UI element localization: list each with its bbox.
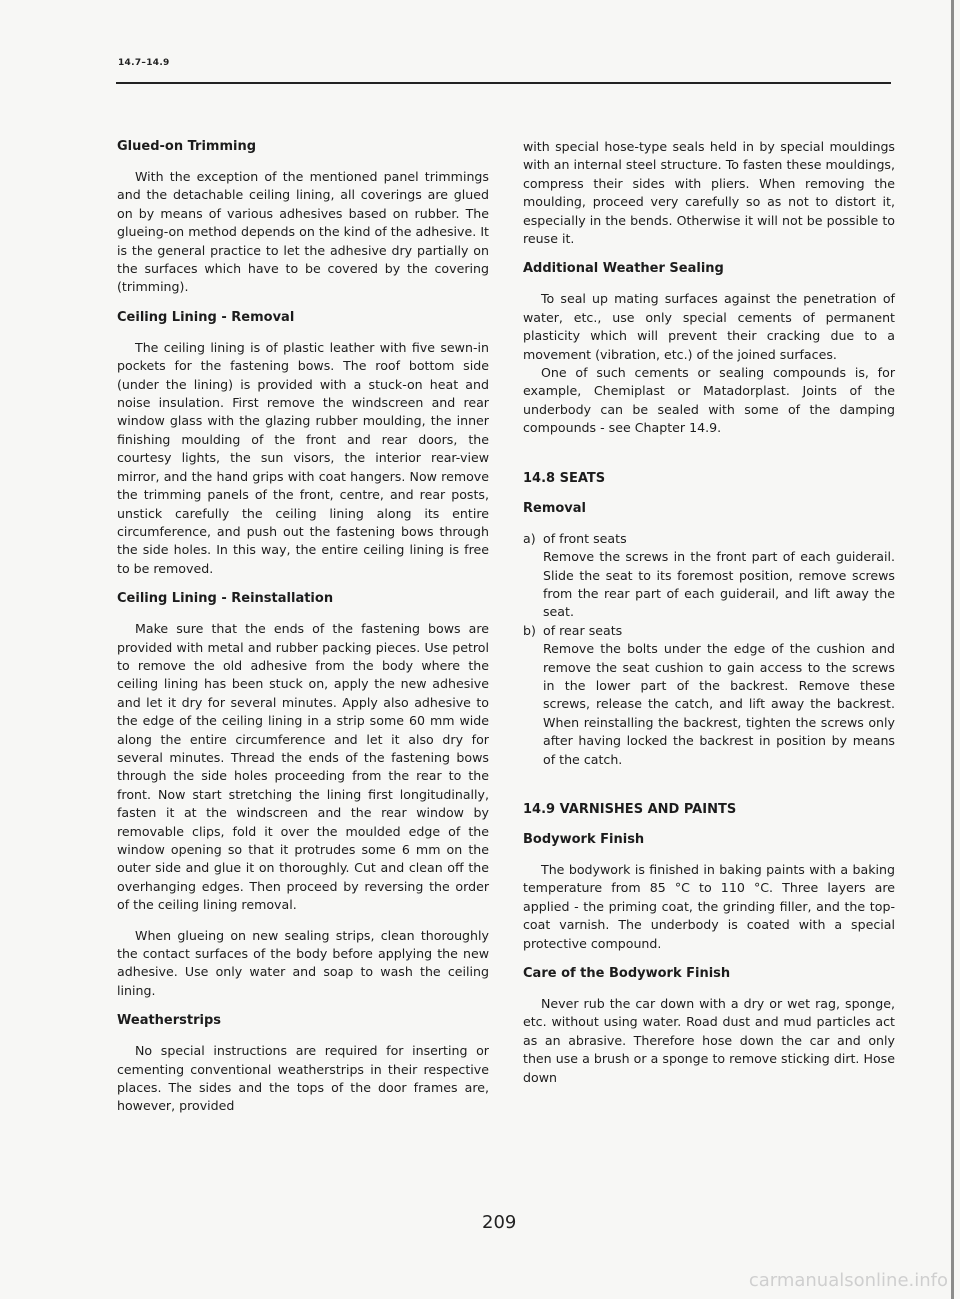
reinstall-paragraph-1: Make sure that the ends of the fastening bows are provided with metal and rubber packing pieces. Use petrol to remove the old adhesive from the body where the ceiling lining has been stuck on, apply the new adhesive and let it dry for several minutes. Apply also adhesive to the edge of the ceiling lining in a strip some 60 mm wide along the entire circumference and let it also dry for several minutes. Thread the ends of the fastening bows through the side holes proceeding from the rear to the front. Now start stretching the lining first longitudinally, fasten it at the windscreen and the rear window by removable clips, fold it over the moulded edge of the window opening so that it protrudes some 6 mm on the outer side and glue it on thoroughly. Cut and clean off the overhanging edges. Then proceed by reversing the order of the ceiling lining removal. <box>117 621 489 913</box>
sealing-paragraph-2: One of such cements or sealing compounds is, for example, Chemiplast or Matadorplast. Joints of the underbody can be sealed with some of the damping compounds - see Chapter 14.9. <box>523 365 895 436</box>
care-paragraph: Never rub the car down with a dry or wet rag, sponge, etc. without using water. Road dust and mud particles act as an abrasive. Therefore hose down the car and only then use a brush or a sponge to remove sticking dirt. Hose down <box>523 996 895 1085</box>
page-number: 209 <box>482 1212 517 1233</box>
list-item-text: Remove the screws in the front part of each guiderail. Slide the seat to its foremost position, remove screws from the rear part of each guiderail, and lift away the seat. <box>543 549 895 620</box>
finish-title: Bodywork Finish <box>523 831 645 847</box>
finish-paragraph: The bodywork is finished in baking paints with a baking temperature from 85 °C to 110 °C. Three layers are applied - the priming coat, the grinding filler, and the top-coat varnish. The underbody is coated with a special protective compound. <box>523 861 895 951</box>
scan-edge <box>951 0 954 1299</box>
seats-removal-title: Removal <box>523 500 587 516</box>
list-marker: b) <box>523 622 536 638</box>
header-divider <box>116 82 891 84</box>
paints-chapter-title: 14.9 VARNISHES AND PAINTS <box>523 801 737 817</box>
reinstall-paragraph-2: When glueing on new sealing strips, clean thoroughly the contact surfaces of the body before applying the new adhesive. Use only water and soap to wash the ceiling lining. <box>117 927 489 998</box>
seats-removal-list <box>523 530 895 769</box>
seats-chapter-title: 14.8 SEATS <box>523 470 606 486</box>
list-item <box>523 530 895 622</box>
weatherstrips-title: Weatherstrips <box>117 1013 222 1029</box>
glued-paragraph: With the exception of the mentioned panel trimmings and the detachable ceiling lining, all coverings are glued on by means of various adhesives based on rubber. The glueing-on method depends on the kind of the adhesive. It is the general practice to let the adhesive dry partially on the surfaces which have to be covered by the covering (trimming). <box>117 169 489 295</box>
weatherstrips-paragraph: No special instructions are required for inserting or cementing conventional weatherstrips in their respective places. The sides and the tops of the door frames are, however, provided <box>117 1043 489 1114</box>
list-item-text: Remove the bolts under the edge of the cushion and remove the seat cushion to gain access to the screws in the lower part of the backrest. Remove these screws, release the catch, and lift away the backrest. When reinstalling the backrest, tighten the screws only after having locked the backrest in position by means of the catch. <box>543 641 895 767</box>
weatherstrips-continued: with special hose-type seals held in by special mouldings with an internal steel structure. To fasten these mouldings, compress their sides with pliers. When removing the moulding, proceed very carefully so as not to distort it, especially in the bends. Otherwise it will not be possible to reuse it. <box>523 139 895 247</box>
list-item <box>523 622 895 769</box>
watermark-text: carmanualsonline.info <box>748 1270 948 1291</box>
right-column <box>523 138 895 1099</box>
sealing-paragraph-1: To seal up mating surfaces against the penetration of water, etc., use only special cements of permanent plasticity which will prevent their cracking due to a movement (vibration, etc.) of the joined surfaces. <box>523 291 895 362</box>
list-item-heading: of front seats <box>543 530 627 546</box>
section-range: 14.7–14.9 <box>118 58 170 68</box>
care-title: Care of the Bodywork Finish <box>523 966 731 981</box>
list-marker: a) <box>523 530 536 546</box>
reinstall-title: Ceiling Lining - Reinstallation <box>117 591 334 607</box>
removal-paragraph: The ceiling lining is of plastic leather with five sewn-in pockets for the fastening bows. The roof bottom side (under the lining) is provided with a stuck-on heat and noise insulation. First remove the windscreen and rear window glass with the glazing rubber moulding, the inner finishing moulding of the front and rear doors, the courtesy lights, the sun visors, the interior rear-view mirror, and the hand grips with coat hangers. Now remove the trimming panels of the front, centre, and rear posts, unstick carefully the ceiling lining along its entire circumference, and push out the fastening bows through the side holes. In this way, the entire ceiling lining is free to be removed. <box>117 339 489 576</box>
glued-title: Glued-on Trimming <box>117 139 257 154</box>
removal-title: Ceiling Lining - Removal <box>117 309 295 325</box>
left-column <box>117 138 489 1128</box>
sealing-title: Additional Weather Sealing <box>523 261 724 277</box>
list-item-heading: of rear seats <box>543 622 623 638</box>
